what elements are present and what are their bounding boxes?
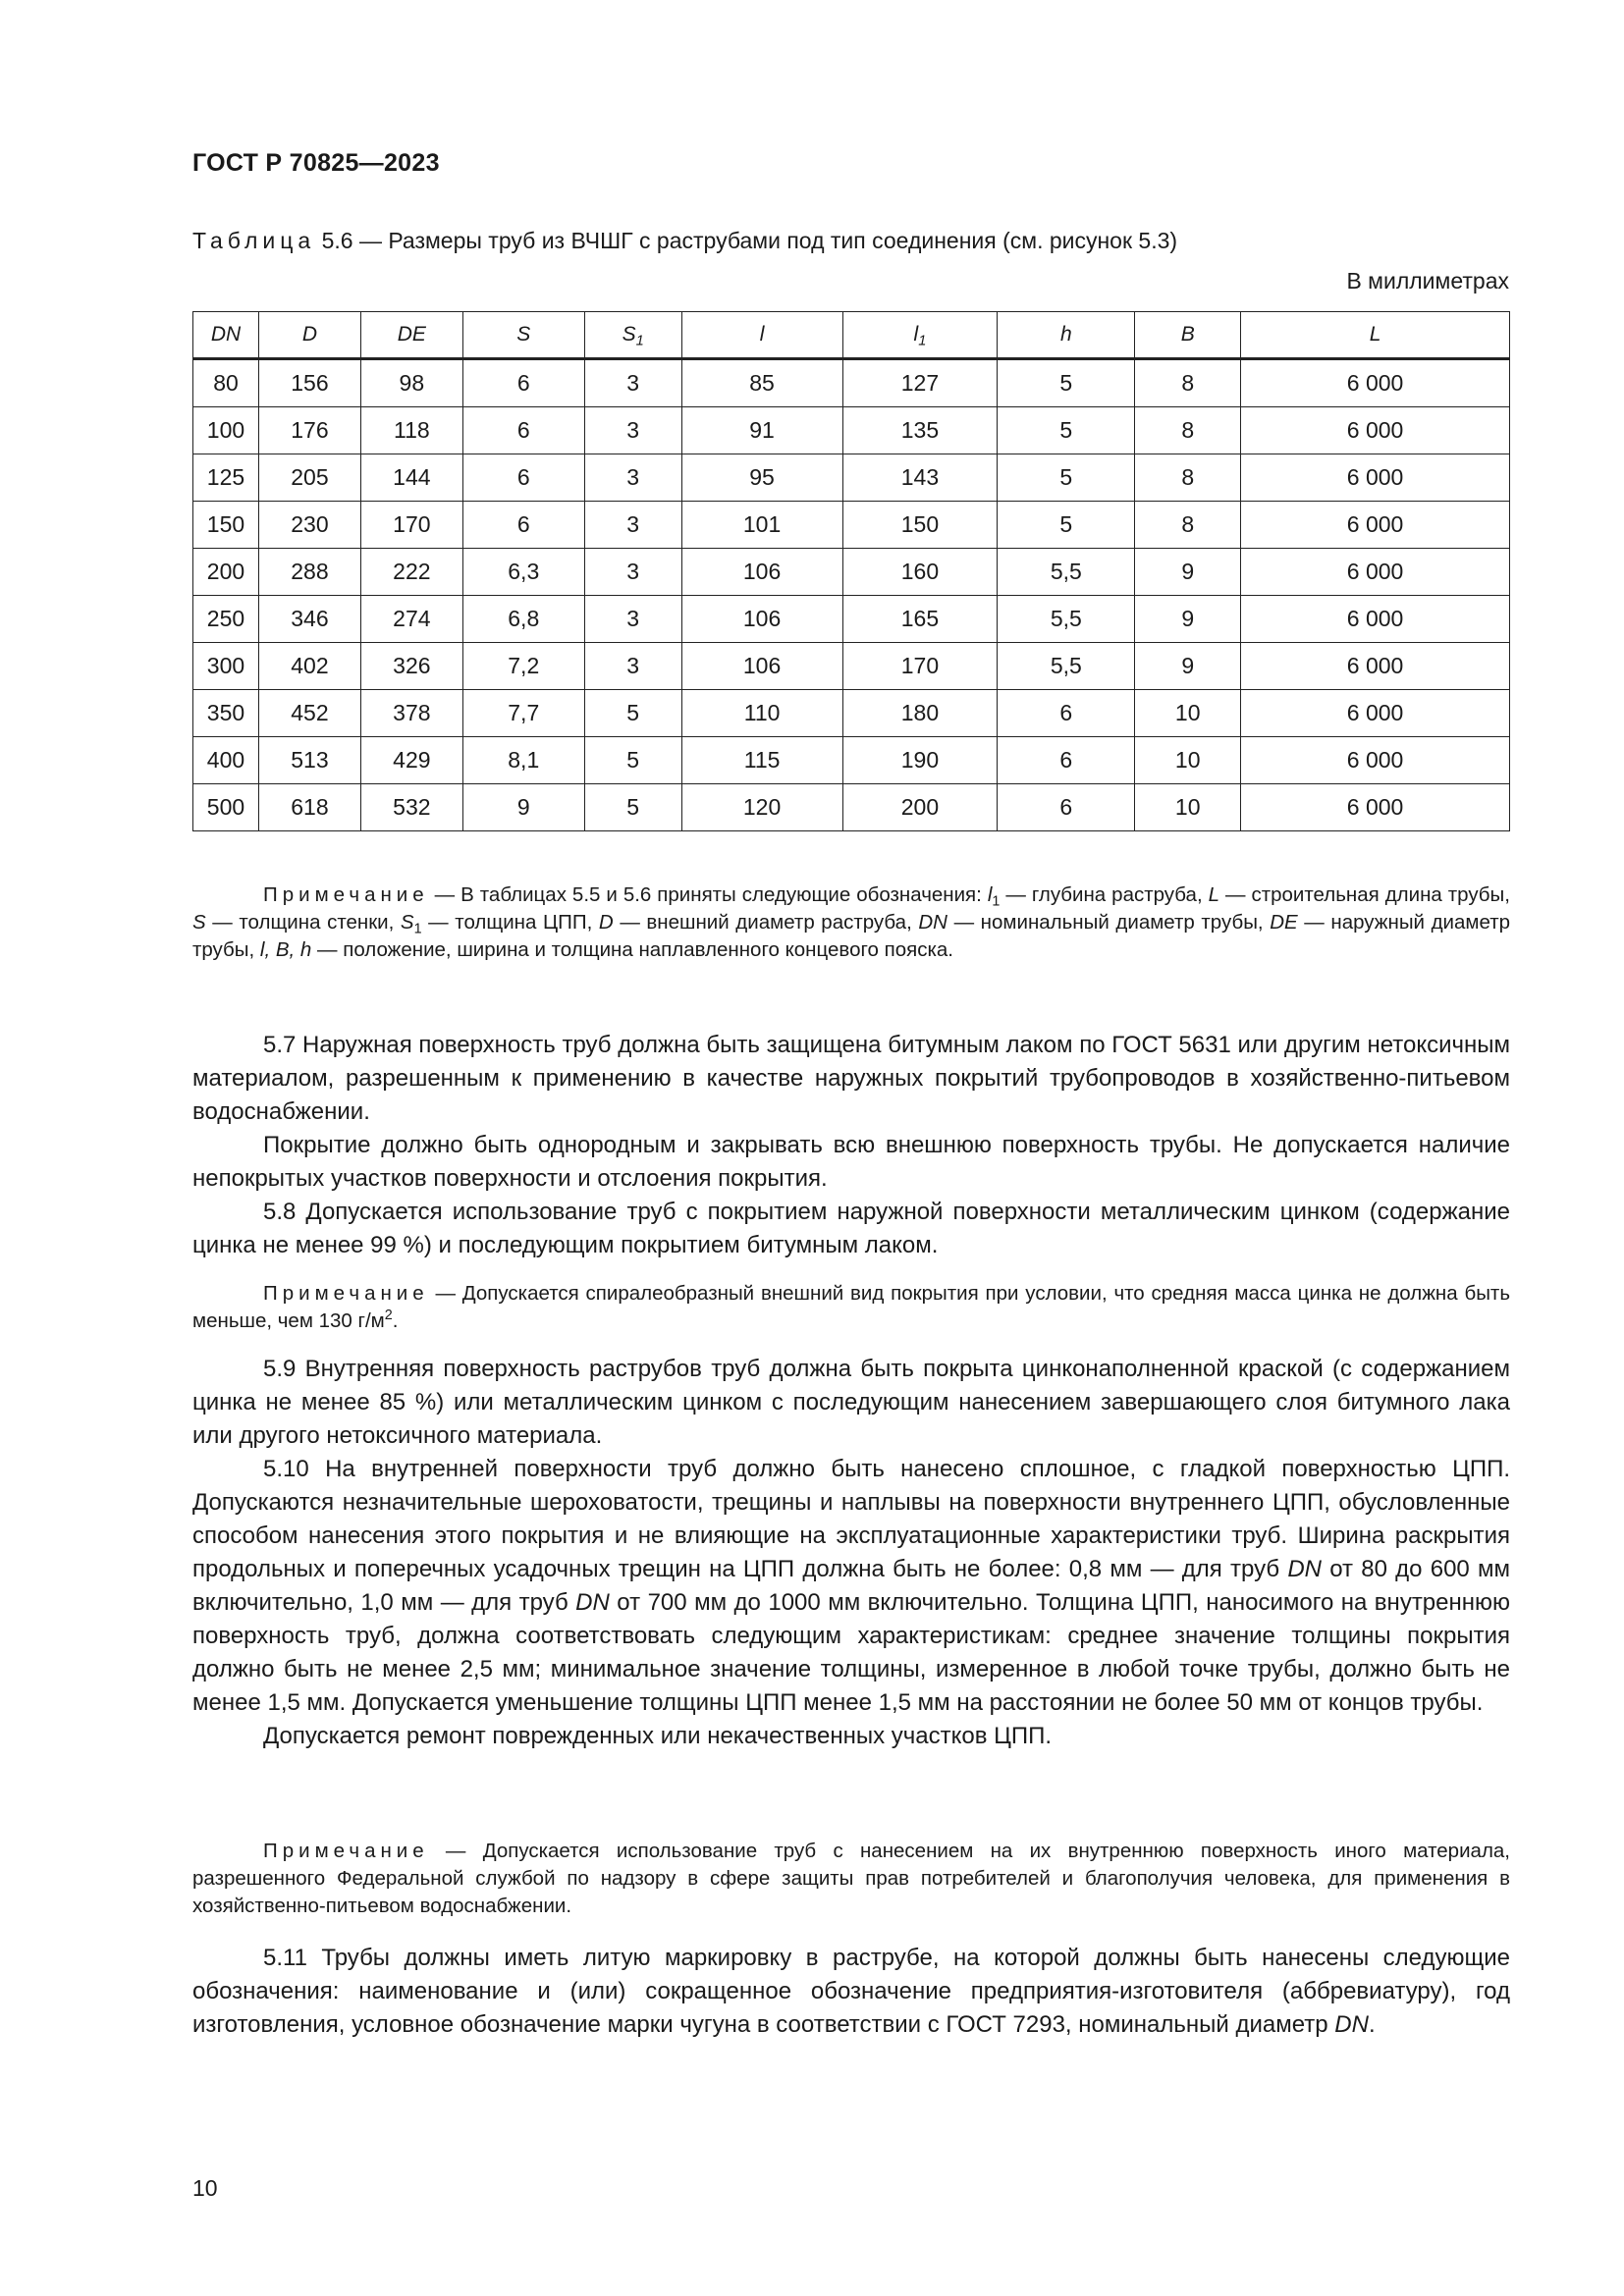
table-row — [193, 784, 1510, 831]
table-cell: 150 — [193, 502, 259, 549]
table-cell: 80 — [193, 359, 259, 407]
paragraph-5-11: 5.11 Трубы должны иметь литую маркировку в раструбе, на которой должны быть нанесены следующие обозначения: наименование и (или) сокращенное обозначение предприятия-изготовителя (аббревиатуру), год изготовления, условное обозначение марки чугуна в соответствии с ГОСТ 7293, номинальный диаметр DN. — [192, 1945, 1510, 2038]
table-cell: 378 — [360, 690, 462, 737]
table-cell: 429 — [360, 737, 462, 784]
section-5-11 — [192, 1942, 1510, 2042]
table-cell: 9 — [1135, 596, 1241, 643]
table-cell: 6 000 — [1241, 737, 1510, 784]
table-cell: 513 — [258, 737, 360, 784]
section-5-9-5-10 — [192, 1353, 1510, 1753]
table-cell: 101 — [681, 502, 842, 549]
table-cell: 6 000 — [1241, 690, 1510, 737]
table-cell: 6,8 — [462, 596, 584, 643]
dimensions-table — [192, 311, 1510, 831]
col-header-l: l — [681, 312, 842, 359]
table-cell: 6 — [998, 737, 1135, 784]
section-5-7 — [192, 1029, 1510, 1262]
col-header-b: B — [1135, 312, 1241, 359]
table-cell: 5,5 — [998, 596, 1135, 643]
table-cell: 5 — [998, 454, 1135, 502]
table-cell: 200 — [193, 549, 259, 596]
table-caption-text: 5.6 — Размеры труб из ВЧШГ с раструбами под тип соединения (см. рисунок 5.3) — [321, 228, 1178, 253]
table-cell: 9 — [1135, 643, 1241, 690]
table-cell: 8 — [1135, 454, 1241, 502]
table-cell: 120 — [681, 784, 842, 831]
table-row — [193, 407, 1510, 454]
table-cell: 10 — [1135, 784, 1241, 831]
table-row — [193, 643, 1510, 690]
table-cell: 7,2 — [462, 643, 584, 690]
table-cell: 402 — [258, 643, 360, 690]
table-cell: 6 000 — [1241, 784, 1510, 831]
table-cell: 3 — [584, 359, 681, 407]
table-cell: 3 — [584, 596, 681, 643]
table-cell: 95 — [681, 454, 842, 502]
table-row — [193, 359, 1510, 407]
paragraph-5-10: 5.10 На внутренней поверхности труб должно быть нанесено сплошное, с гладкой поверхностью ЦПП. Допускаются незначительные шероховатости, трещины и наплывы на поверхности внутреннего ЦПП, обусловленные способом нанесения этого покрытия и не влияющие на эксплуатационные характеристики труб. Ширина раскрытия продольных и поперечных усадочных трещин на ЦПП должна быть не более: 0,8 мм — для труб DN от 80 до 600 мм включительно, 1,0 мм — для труб DN от 700 мм до 1000 мм включительно. Толщина ЦПП, наносимого на внутреннюю поверхность труб, должна соответствовать следующим характеристикам: среднее значение толщины покрытия должно быть не менее 2,5 мм; минимальное значение толщины, измеренное в любой точке трубы, должно быть не менее 1,5 мм. Допускается уменьшение толщины ЦПП менее 1,5 мм на расстоянии не более 50 мм от концов трубы. — [192, 1456, 1511, 1716]
table-cell: 118 — [360, 407, 462, 454]
col-header-h: h — [998, 312, 1135, 359]
col-header-d: D — [258, 312, 360, 359]
table-cell: 106 — [681, 643, 842, 690]
table-cell: 106 — [681, 596, 842, 643]
table-cell: 300 — [193, 643, 259, 690]
paragraph-5-8: 5.8 Допускается использование труб с покрытием наружной поверхности металлическим цинком (содержание цинка не менее 99 %) и последующим покрытием битумным лаком. — [192, 1199, 1510, 1258]
col-header-l1: $l_1$ — [842, 312, 998, 359]
col-header-dn: DN — [193, 312, 259, 359]
paragraph-5-7: 5.7 Наружная поверхность труб должна быть защищена битумным лаком по ГОСТ 5631 или другим нетоксичным материалом, разрешенным к применению в качестве наружных покрытий трубопроводов в хозяйственно-питьевом водоснабжении. — [192, 1032, 1510, 1125]
table-cell: 400 — [193, 737, 259, 784]
table-caption-label: Таблица — [192, 228, 316, 253]
paragraph-5-10-repair: Допускается ремонт поврежденных или некачественных участков ЦПП. — [263, 1723, 1053, 1749]
table-cell: 9 — [1135, 549, 1241, 596]
table-cell: 205 — [258, 454, 360, 502]
table-cell: 110 — [681, 690, 842, 737]
table-cell: 6 000 — [1241, 407, 1510, 454]
table-cell: 230 — [258, 502, 360, 549]
table-cell: 143 — [842, 454, 998, 502]
table-cell: 6 000 — [1241, 502, 1510, 549]
col-header-length: L — [1241, 312, 1510, 359]
table-cell: 170 — [842, 643, 998, 690]
table-units: В миллиметрах — [1346, 268, 1509, 294]
table-cell: 6 — [462, 502, 584, 549]
table-cell: 144 — [360, 454, 462, 502]
table-cell: 125 — [193, 454, 259, 502]
table-cell: 5 — [998, 502, 1135, 549]
table-cell: 3 — [584, 549, 681, 596]
col-header-de: DE — [360, 312, 462, 359]
table-cell: 5,5 — [998, 643, 1135, 690]
table-cell: 135 — [842, 407, 998, 454]
table-cell: 274 — [360, 596, 462, 643]
table-cell: 350 — [193, 690, 259, 737]
table-header-row — [193, 312, 1510, 359]
col-header-s1: $S_1$ — [584, 312, 681, 359]
table-cell: 346 — [258, 596, 360, 643]
table-cell: 3 — [584, 502, 681, 549]
table-cell: 6,3 — [462, 549, 584, 596]
table-cell: 8 — [1135, 407, 1241, 454]
table-cell: 9 — [462, 784, 584, 831]
table-cell: 6 000 — [1241, 359, 1510, 407]
table-cell: 91 — [681, 407, 842, 454]
table-cell: 6 — [462, 407, 584, 454]
table-cell: 10 — [1135, 690, 1241, 737]
table-row — [193, 737, 1510, 784]
table-cell: 6 000 — [1241, 549, 1510, 596]
table-cell: 6 000 — [1241, 643, 1510, 690]
table-row — [193, 690, 1510, 737]
table-cell: 115 — [681, 737, 842, 784]
table-cell: 85 — [681, 359, 842, 407]
table-cell: 6 — [462, 359, 584, 407]
table-row — [193, 502, 1510, 549]
table-cell: 3 — [584, 454, 681, 502]
table-cell: 150 — [842, 502, 998, 549]
page-header: ГОСТ Р 70825—2023 — [192, 149, 440, 177]
table-row — [193, 454, 1510, 502]
note-zinc: Примечание — Допускается спиралеобразный внешний вид покрытия при условии, что средняя масса цинка не должна быть меньше, чем 130 $г/м^2$. — [192, 1282, 1510, 1332]
table-cell: 200 — [842, 784, 998, 831]
table-cell: 5 — [584, 690, 681, 737]
table-caption — [192, 228, 1177, 254]
paragraph-5-7-coverage: Покрытие должно быть однородным и закрывать всю внешнюю поверхность трубы. Не допускается наличие непокрытых участков поверхности и отслоения покрытия. — [192, 1132, 1510, 1192]
page-number: 10 — [192, 2175, 218, 2201]
table-cell: 452 — [258, 690, 360, 737]
table-cell: 165 — [842, 596, 998, 643]
table-cell: 156 — [258, 359, 360, 407]
table-cell: 98 — [360, 359, 462, 407]
table-cell: 618 — [258, 784, 360, 831]
table-cell: 5 — [584, 737, 681, 784]
table-row — [193, 596, 1510, 643]
table-cell: 180 — [842, 690, 998, 737]
table-cell: 288 — [258, 549, 360, 596]
table-cell: 190 — [842, 737, 998, 784]
table-cell: 127 — [842, 359, 998, 407]
table-cell: 8,1 — [462, 737, 584, 784]
table-cell: 6 000 — [1241, 596, 1510, 643]
table-cell: 5 — [584, 784, 681, 831]
table-row — [193, 549, 1510, 596]
table-cell: 100 — [193, 407, 259, 454]
paragraph-5-9: 5.9 Внутренняя поверхность раструбов труб должна быть покрыта цинконаполненной краской (с содержанием цинка не менее 85 %) или металлическим цинком с последующим нанесением завершающего слоя битумного лака или другого нетоксичного материала. — [192, 1356, 1510, 1449]
table-cell: 7,7 — [462, 690, 584, 737]
table-cell: 6 — [998, 690, 1135, 737]
table-cell: 6 — [998, 784, 1135, 831]
table-cell: 250 — [193, 596, 259, 643]
table-cell: 160 — [842, 549, 998, 596]
table-cell: 326 — [360, 643, 462, 690]
table-cell: 10 — [1135, 737, 1241, 784]
table-cell: 222 — [360, 549, 462, 596]
table-cell: 5 — [998, 359, 1135, 407]
note-designations: Примечание — В таблицах 5.5 и 5.6 приняты следующие обозначения: $l_1$ — глубина раструба, L — строительная длина трубы, S — толщина стенки, $S_1$ — толщина ЦПП, D — внешний диаметр раструба, DN — номинальный диаметр трубы, DE — наружный диаметр трубы, l, B, h — положение, ширина и толщина наплавленного концевого пояска. — [192, 883, 1511, 961]
table-cell: 5,5 — [998, 549, 1135, 596]
table-cell: 6 000 — [1241, 454, 1510, 502]
table-cell: 170 — [360, 502, 462, 549]
table-cell: 500 — [193, 784, 259, 831]
table-cell: 3 — [584, 407, 681, 454]
table-cell: 8 — [1135, 359, 1241, 407]
table-cell: 6 — [462, 454, 584, 502]
table-cell: 176 — [258, 407, 360, 454]
table-cell: 532 — [360, 784, 462, 831]
table-cell: 8 — [1135, 502, 1241, 549]
table-cell: 3 — [584, 643, 681, 690]
col-header-s: S — [462, 312, 584, 359]
note-inner-coating: Примечание — Допускается использование труб с нанесением на их внутреннюю поверхность иного материала, разрешенного Федеральной службой по надзору в сфере защиты прав потребителей и благополучия человека, для применения в хозяйственно-питьевом водоснабжении. — [192, 1840, 1510, 1917]
table-cell: 106 — [681, 549, 842, 596]
table-cell: 5 — [998, 407, 1135, 454]
